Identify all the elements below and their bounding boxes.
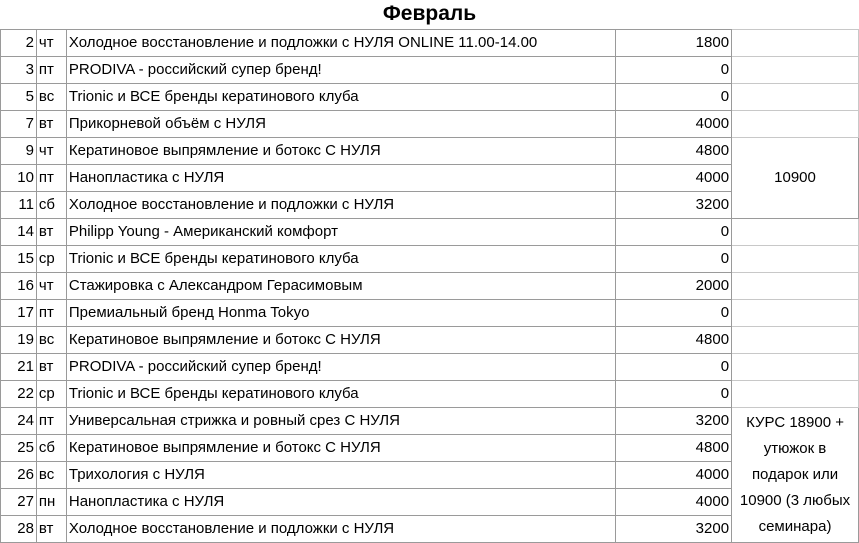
weekday-cell: вс — [36, 327, 66, 354]
weekday-cell: пт — [36, 165, 66, 192]
day-cell: 25 — [1, 435, 37, 462]
weekday-cell: вт — [36, 516, 66, 543]
day-cell: 24 — [1, 408, 37, 435]
price-cell: 4000 — [616, 462, 732, 489]
day-cell: 26 — [1, 462, 37, 489]
weekday-cell: вт — [36, 111, 66, 138]
table-row — [1, 30, 859, 57]
day-cell: 14 — [1, 219, 37, 246]
seminar-name-cell: Универсальная стрижка и ровный срез С НУЛЯ — [66, 408, 616, 435]
price-cell: 4000 — [616, 111, 732, 138]
seminar-name-cell: Холодное восстановление и подложки с НУЛЯ — [66, 516, 616, 543]
table-row — [1, 138, 859, 165]
table-row — [1, 57, 859, 84]
note-cell-empty — [732, 354, 859, 381]
price-cell: 4800 — [616, 435, 732, 462]
seminar-name-cell: Премиальный бренд Honma Tokyo — [66, 300, 616, 327]
price-cell: 4000 — [616, 165, 732, 192]
course-offer-note — [732, 408, 859, 543]
weekday-cell: чт — [36, 273, 66, 300]
day-cell: 3 — [1, 57, 37, 84]
note-cell-empty — [732, 273, 859, 300]
table-row — [1, 84, 859, 111]
bundle-price-note: 10900 — [732, 138, 859, 219]
table-row — [1, 381, 859, 408]
weekday-cell: пт — [36, 57, 66, 84]
sheet-title: Февраль — [382, 2, 477, 25]
price-cell: 3200 — [616, 516, 732, 543]
table-row — [1, 489, 859, 516]
table-row — [1, 273, 859, 300]
seminar-name-cell: PRODIVA - российский супер бренд! — [66, 57, 616, 84]
day-cell: 19 — [1, 327, 37, 354]
table-row — [1, 219, 859, 246]
table-row — [1, 408, 859, 435]
day-cell: 28 — [1, 516, 37, 543]
table-row — [1, 462, 859, 489]
price-cell: 0 — [616, 57, 732, 84]
weekday-cell: чт — [36, 138, 66, 165]
note-cell-empty — [732, 84, 859, 111]
weekday-cell: пт — [36, 408, 66, 435]
price-cell: 4800 — [616, 138, 732, 165]
day-cell: 9 — [1, 138, 37, 165]
course-offer-line: утюжок в — [763, 440, 827, 457]
table-row — [1, 111, 859, 138]
seminar-name-cell: Кератиновое выпрямление и ботокс С НУЛЯ — [66, 435, 616, 462]
weekday-cell: вс — [36, 84, 66, 111]
course-offer-line: КУРС 18900 + — [746, 414, 844, 431]
table-row — [1, 516, 859, 543]
table-row — [1, 354, 859, 381]
price-cell: 3200 — [616, 192, 732, 219]
day-cell: 22 — [1, 381, 37, 408]
day-cell: 17 — [1, 300, 37, 327]
table-row — [1, 435, 859, 462]
note-cell-empty — [732, 111, 859, 138]
price-cell: 0 — [616, 84, 732, 111]
weekday-cell: ср — [36, 246, 66, 273]
table-row — [1, 165, 859, 192]
schedule-table — [0, 29, 859, 543]
seminar-name-cell: Trionic и ВСЕ бренды кератинового клуба — [66, 246, 616, 273]
seminar-name-cell: Кератиновое выпрямление и ботокс С НУЛЯ — [66, 138, 616, 165]
price-cell: 0 — [616, 354, 732, 381]
day-cell: 27 — [1, 489, 37, 516]
course-offer-line: подарок или — [751, 466, 839, 483]
weekday-cell: ср — [36, 381, 66, 408]
price-cell: 4800 — [616, 327, 732, 354]
note-cell-empty — [732, 246, 859, 273]
price-cell: 1800 — [616, 30, 732, 57]
note-cell-empty — [732, 57, 859, 84]
weekday-cell: вс — [36, 462, 66, 489]
note-cell-empty — [732, 30, 859, 57]
weekday-cell: вт — [36, 354, 66, 381]
course-offer-line: семинара) — [758, 518, 832, 535]
weekday-cell: вт — [36, 219, 66, 246]
seminar-name-cell: Кератиновое выпрямление и ботокс С НУЛЯ — [66, 327, 616, 354]
day-cell: 15 — [1, 246, 37, 273]
weekday-cell: пт — [36, 300, 66, 327]
price-cell: 0 — [616, 300, 732, 327]
course-offer-line: 10900 (3 любых — [739, 492, 851, 509]
weekday-cell: пн — [36, 489, 66, 516]
weekday-cell: чт — [36, 30, 66, 57]
weekday-cell: сб — [36, 435, 66, 462]
day-cell: 5 — [1, 84, 37, 111]
day-cell: 10 — [1, 165, 37, 192]
day-cell: 11 — [1, 192, 37, 219]
seminar-name-cell: Trionic и ВСЕ бренды кератинового клуба — [66, 84, 616, 111]
seminar-name-cell: PRODIVA - российский супер бренд! — [66, 354, 616, 381]
note-cell-empty — [732, 219, 859, 246]
note-cell-empty — [732, 381, 859, 408]
price-cell: 0 — [616, 381, 732, 408]
table-row — [1, 300, 859, 327]
seminar-name-cell: Стажировка с Александром Герасимовым — [66, 273, 616, 300]
seminar-name-cell: Нанопластика с НУЛЯ — [66, 165, 616, 192]
day-cell: 16 — [1, 273, 37, 300]
table-row — [1, 246, 859, 273]
table-row — [1, 327, 859, 354]
seminar-name-cell: Прикорневой объём с НУЛЯ — [66, 111, 616, 138]
note-cell-empty — [732, 327, 859, 354]
note-cell-empty — [732, 300, 859, 327]
price-cell: 0 — [616, 219, 732, 246]
price-cell: 2000 — [616, 273, 732, 300]
day-cell: 7 — [1, 111, 37, 138]
seminar-name-cell: Trionic и ВСЕ бренды кератинового клуба — [66, 381, 616, 408]
day-cell: 2 — [1, 30, 37, 57]
seminar-name-cell: Нанопластика с НУЛЯ — [66, 489, 616, 516]
price-cell: 0 — [616, 246, 732, 273]
seminar-name-cell: Холодное восстановление и подложки с НУЛЯ ONLINE 11.00-14.00 — [66, 30, 616, 57]
table-row — [1, 192, 859, 219]
seminar-name-cell: Холодное восстановление и подложки с НУЛЯ — [66, 192, 616, 219]
day-cell: 21 — [1, 354, 37, 381]
seminar-name-cell: Philipp Young - Американский комфорт — [66, 219, 616, 246]
price-cell: 3200 — [616, 408, 732, 435]
seminar-name-cell: Трихология с НУЛЯ — [66, 462, 616, 489]
price-cell: 4000 — [616, 489, 732, 516]
weekday-cell: сб — [36, 192, 66, 219]
